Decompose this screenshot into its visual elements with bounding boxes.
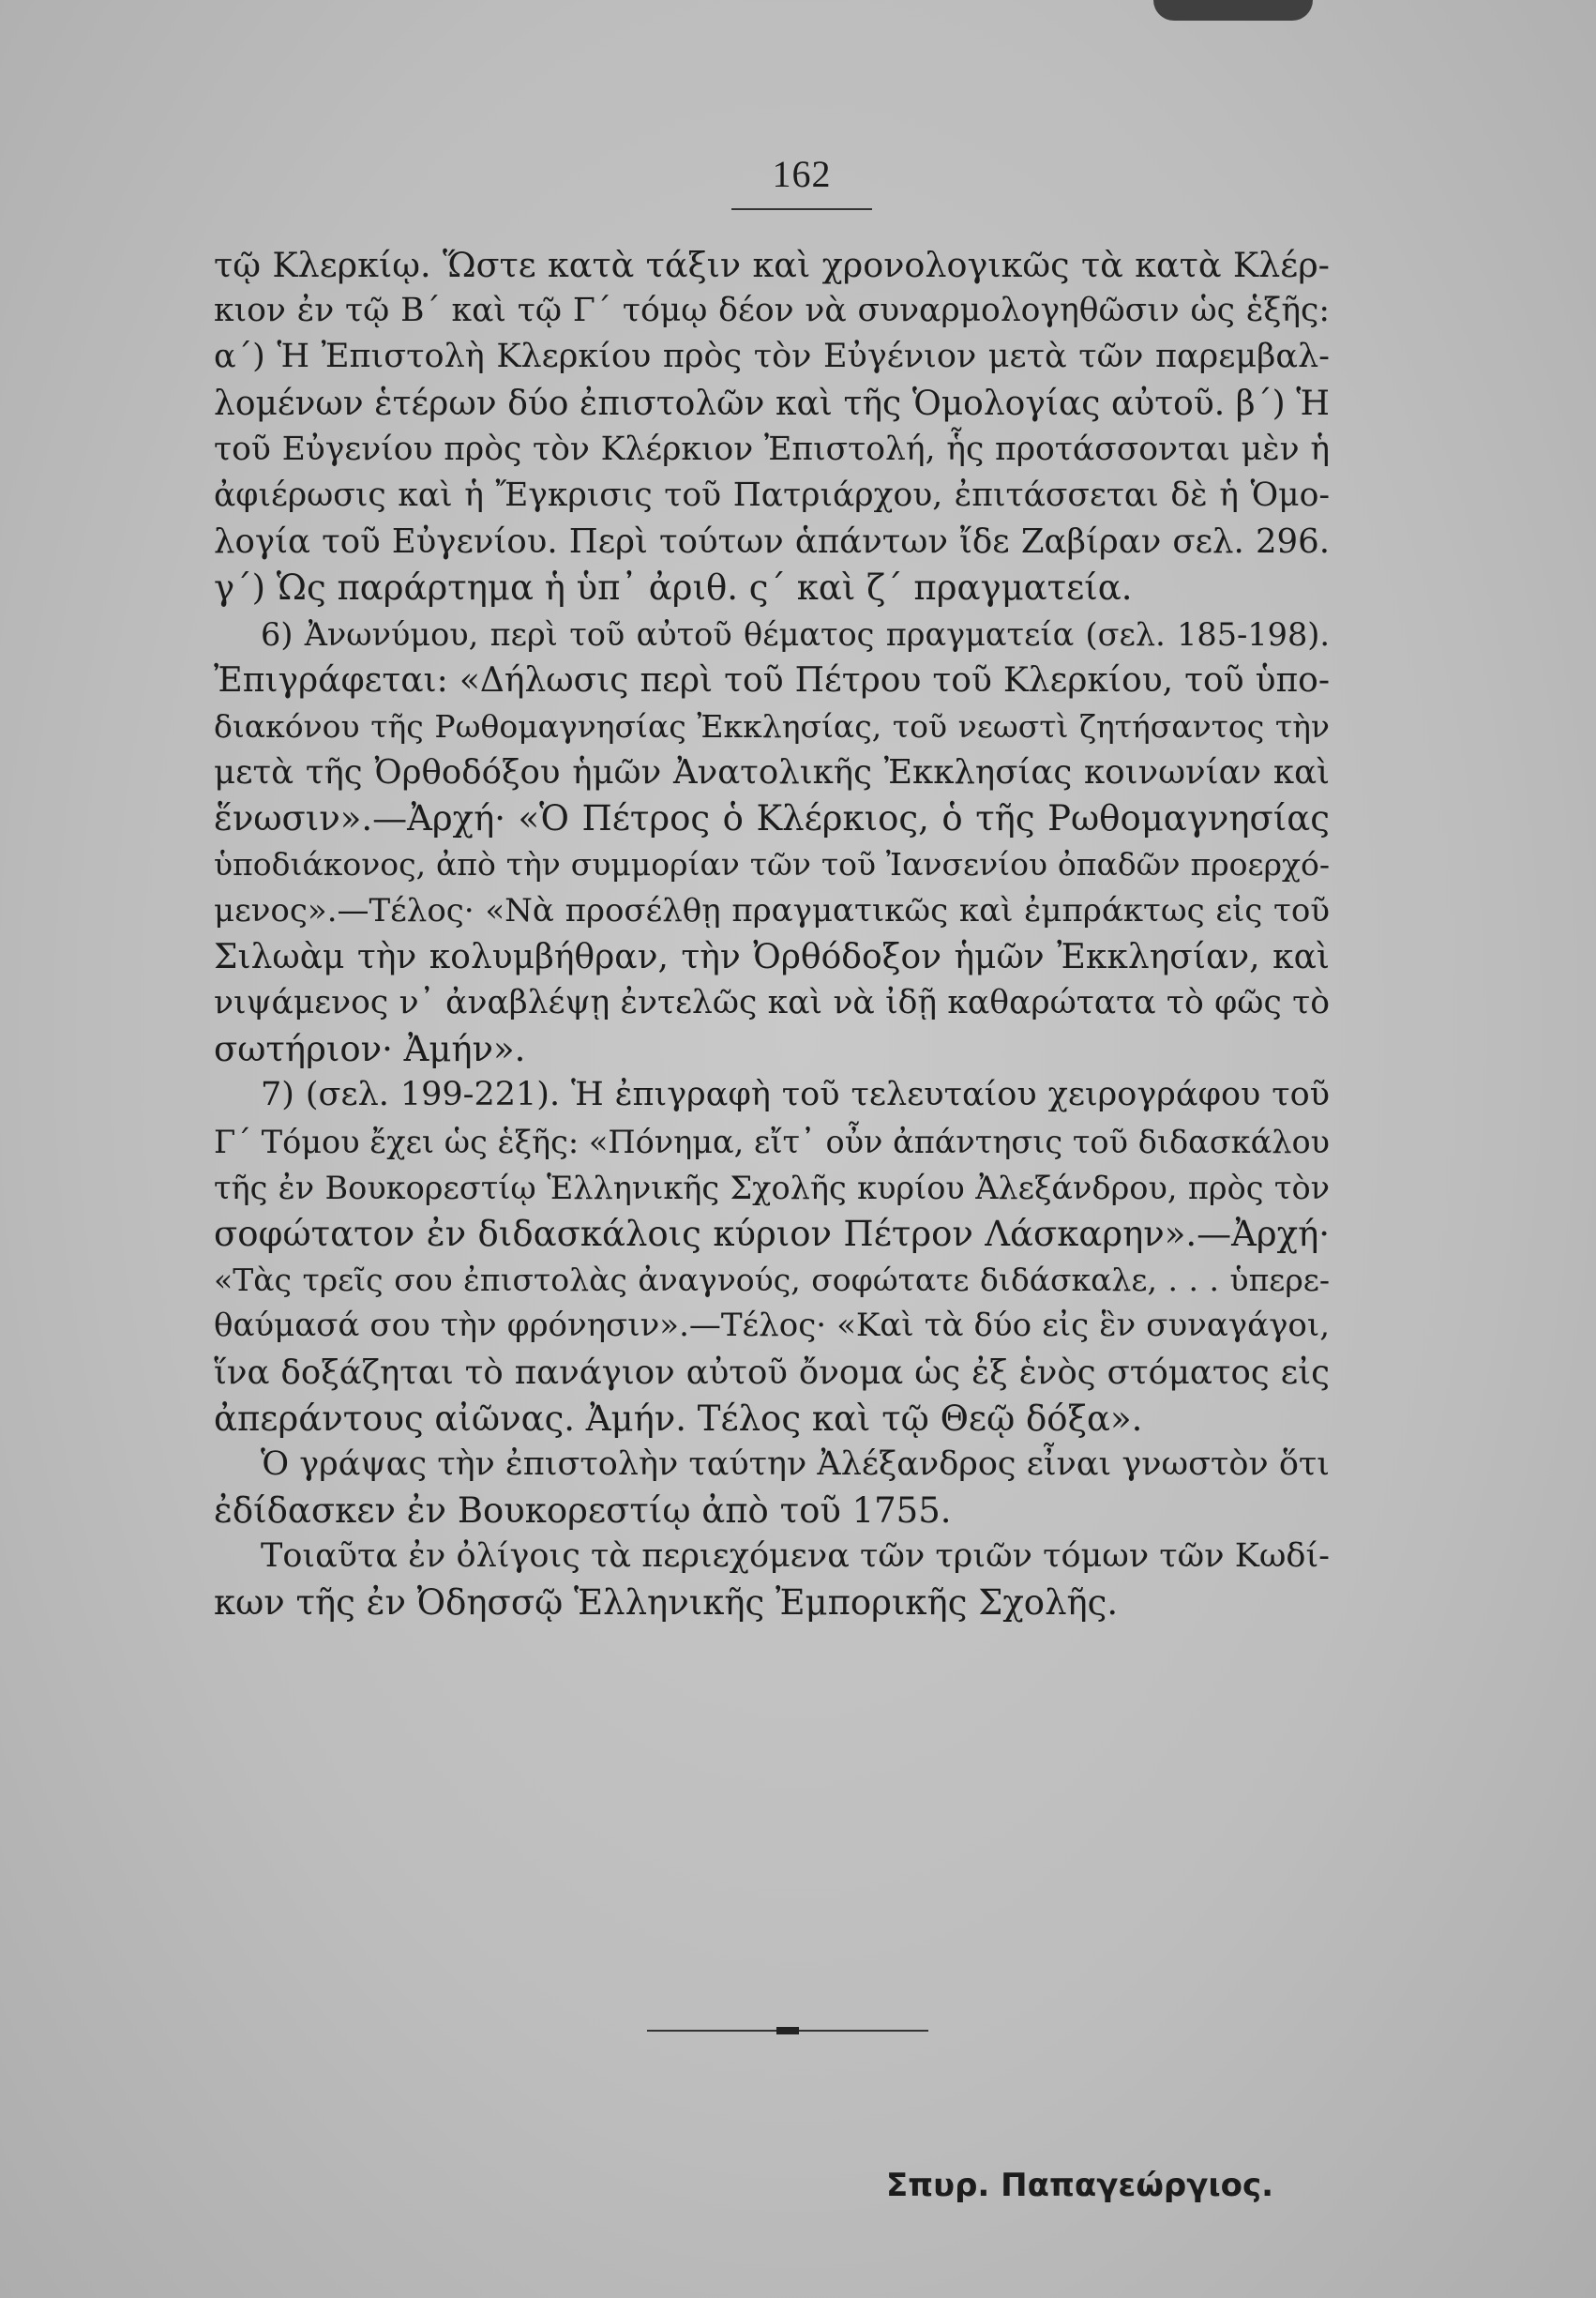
text-line: Γ΄ Τόμου ἔχει ὡς ἑξῆς: «Πόνημα, εἴτ᾽ οὖν ἀπάντησις τοῦ διδασκάλου [214, 1123, 1330, 1160]
ink-blot [1153, 0, 1313, 21]
page-number: 162 [772, 153, 832, 195]
header-rule [731, 208, 872, 210]
end-ornament [647, 2026, 928, 2035]
text-line: μετὰ τῆς Ὀρθοδόξου ἡμῶν Ἀνατολικῆς Ἐκκλησίας κοινωνίαν καὶ [214, 753, 1330, 793]
text-line: Σιλωὰμ τὴν κολυμβήθραν, τὴν Ὀρθόδοξον ἡμῶν Ἐκκλησίαν, καὶ [214, 937, 1330, 976]
text-line: α΄) Ἡ Ἐπιστολὴ Κλερκίου πρὸς τὸν Εὐγένιον μετὰ τῶν παρεμβαλ- [214, 338, 1330, 376]
text-line: θαύμασά σου τὴν φρόνησιν».—Τέλος· «Καὶ τὰ δύο εἰς ἓν συναγάγοι, [214, 1307, 1330, 1345]
text-line: ἕνωσιν».—Ἀρχή· «Ὁ Πέτρος ὁ Κλέρκιος, ὁ τῆς Ρωθομαγνησίας [214, 798, 1330, 839]
text-line: γ΄) Ὡς παράρτημα ἡ ὑπ᾽ ἀριθ. ς΄ καὶ ζ΄ πραγματεία. [214, 567, 1133, 609]
text-line: Ἐπιγράφεται: «Δήλωσις περὶ τοῦ Πέτρου τοῦ Κλερκίου, τοῦ ὑπο- [214, 660, 1330, 700]
text-line: Ὁ γράψας τὴν ἐπιστολὴν ταύτην Ἀλέξανδρος εἶναι γνωστὸν ὅτι [261, 1444, 1330, 1483]
text-line: μενος».—Τέλος· «Νὰ προσέλθῃ πραγματικῶς καὶ ἐμπράκτως εἰς τοῦ [214, 891, 1330, 930]
text-line: κων τῆς ἐν Ὀδησσῷ Ἑλληνικῆς Ἐμπορικῆς Σχολῆς. [214, 1582, 1119, 1624]
text-line: λογία τοῦ Εὐγενίου. Περὶ τούτων ἁπάντων ἴδε Ζαβίραν σελ. 296. [214, 522, 1330, 562]
text-line: τῷ Κλερκίῳ. Ὥστε κατὰ τάξιν καὶ χρονολογικῶς τὰ κατὰ Κλέρ- [214, 245, 1330, 285]
text-line: «Τὰς τρεῖς σου ἐπιστολὰς ἀναγνούς, σοφώτατε διδάσκαλε, . . . ὑπερε- [214, 1262, 1330, 1299]
text-line: νιψάμενος ν᾽ ἀναβλέψῃ ἐντελῶς καὶ νὰ ἰδῇ καθαρώτατα τὸ φῶς τὸ [214, 984, 1330, 1021]
text-line: ἵνα δοξάζηται τὸ πανάγιον αὐτοῦ ὄνομα ὡς ἐξ ἑνὸς στόματος εἰς [214, 1353, 1330, 1392]
body-text [214, 242, 1330, 1626]
text-line: Τοιαῦτα ἐν ὀλίγοις τὰ περιεχόμενα τῶν τριῶν τόμων τῶν Κωδί- [261, 1537, 1330, 1576]
text-line: σωτήριον· Ἀμήν». [214, 1029, 526, 1070]
text-line: λομένων ἑτέρων δύο ἐπιστολῶν καὶ τῆς Ὁμολογίας αὐτοῦ. β΄) Ἡ [214, 384, 1330, 423]
text-line: διακόνου τῆς Ρωθομαγνησίας Ἐκκλησίας, τοῦ νεωστὶ ζητήσαντος τὴν [214, 707, 1330, 745]
text-line: 7) (σελ. 199-221). Ἡ ἐπιγραφὴ τοῦ τελευταίου χειρογράφου τοῦ [261, 1076, 1330, 1114]
text-line: ἀπεράντους αἰῶνας. Ἀμήν. Τέλος καὶ τῷ Θεῷ δόξα». [214, 1398, 1143, 1439]
text-line: τῆς ἐν Βουκορεστίῳ Ἑλληνικῆς Σχολῆς κυρίου Ἀλεξάνδρου, πρὸς τὸν [214, 1169, 1330, 1206]
text-line: τοῦ Εὐγενίου πρὸς τὸν Κλέρκιον Ἐπιστολή, ἧς προτάσσονται μὲν ἡ [214, 430, 1330, 468]
text-line: κιον ἐν τῷ Β΄ καὶ τῷ Γ΄ τόμῳ δέον νὰ συναρμολογηθῶσιν ὡς ἑξῆς: [214, 292, 1330, 330]
text-line: ἐδίδασκεν ἐν Βουκορεστίῳ ἀπὸ τοῦ 1755. [214, 1490, 952, 1532]
text-line: σοφώτατον ἐν διδασκάλοις κύριον Πέτρον Λάσκαρην».—Ἀρχή· [214, 1213, 1330, 1254]
author-signature: Σπυρ. Παπαγεώργιος. [886, 2167, 1274, 2204]
text-line: 6) Ἀνωνύμου, περὶ τοῦ αὐτοῦ θέματος πραγματεία (σελ. 185-198). [261, 615, 1330, 653]
text-line: ὑποδιάκονος, ἀπὸ τὴν συμμορίαν τῶν τοῦ Ἰανσενίου ὀπαδῶν προερχό- [214, 846, 1330, 884]
text-line: ἀφιέρωσις καὶ ἡ Ἔγκρισις τοῦ Πατριάρχου, ἐπιτάσσεται δὲ ἡ Ὁμο- [214, 476, 1330, 514]
